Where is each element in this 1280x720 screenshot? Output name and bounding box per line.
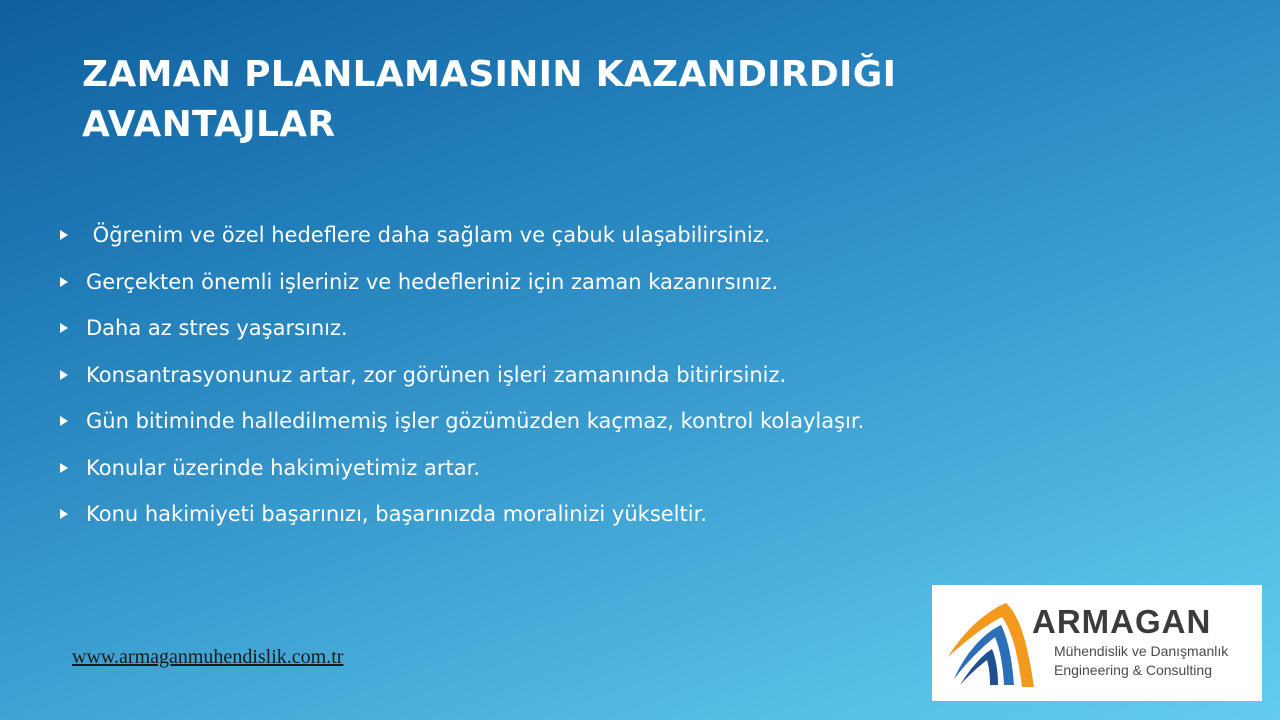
- logo-subtitle-tr: Mühendislik ve Danışmanlık: [1054, 643, 1229, 659]
- triangle-bullet-icon: [60, 416, 68, 426]
- bullet-item: [60, 398, 864, 445]
- triangle-bullet-icon: [60, 370, 68, 380]
- triangle-bullet-icon: [60, 463, 68, 473]
- bullet-text: Gerçekten önemli işleriniz ve hedefleriniz için zaman kazanırsınız.: [86, 269, 779, 294]
- bullet-text: Konu hakimiyeti başarınızı, başarınızda moralinizi yükseltir.: [86, 502, 707, 527]
- bullet-text: Daha az stres yaşarsınız.: [86, 316, 348, 341]
- slide-title-line-1: ZAMAN PLANLAMASININ KAZANDIRDIĞI: [82, 54, 897, 95]
- logo-subtitle-en: Engineering & Consulting: [1054, 662, 1212, 678]
- bullet-item: [60, 212, 864, 259]
- slide-title-line-2: AVANTAJLAR: [82, 104, 336, 145]
- bullet-item: [60, 352, 864, 399]
- slide-title: [82, 50, 1082, 150]
- bullet-item: [60, 491, 864, 538]
- bullet-text: Konsantrasyonunuz artar, zor görünen işleri zamanında bitirirsiniz.: [86, 362, 787, 387]
- triangle-bullet-icon: [60, 230, 68, 240]
- bullet-list: [60, 212, 864, 538]
- company-logo: [932, 585, 1262, 701]
- website-link[interactable]: www.armaganmuhendislik.com.tr: [72, 646, 344, 668]
- bullet-text: Gün bitiminde halledilmemiş işler gözümüzden kaçmaz, kontrol kolaylaşır.: [86, 409, 865, 434]
- logo-name: ARMAGAN: [1032, 603, 1212, 640]
- triangle-bullet-icon: [60, 509, 68, 519]
- bullet-item: [60, 259, 864, 306]
- bullet-item: [60, 445, 864, 492]
- bullet-text: Öğrenim ve özel hedeflere daha sağlam ve çabuk ulaşabilirsiniz.: [86, 223, 771, 248]
- triangle-bullet-icon: [60, 323, 68, 333]
- bullet-item: [60, 305, 864, 352]
- triangle-bullet-icon: [60, 277, 68, 287]
- armagan-swoosh-logo-icon: [946, 597, 1036, 689]
- bullet-text: Konular üzerinde hakimiyetimiz artar.: [86, 455, 481, 480]
